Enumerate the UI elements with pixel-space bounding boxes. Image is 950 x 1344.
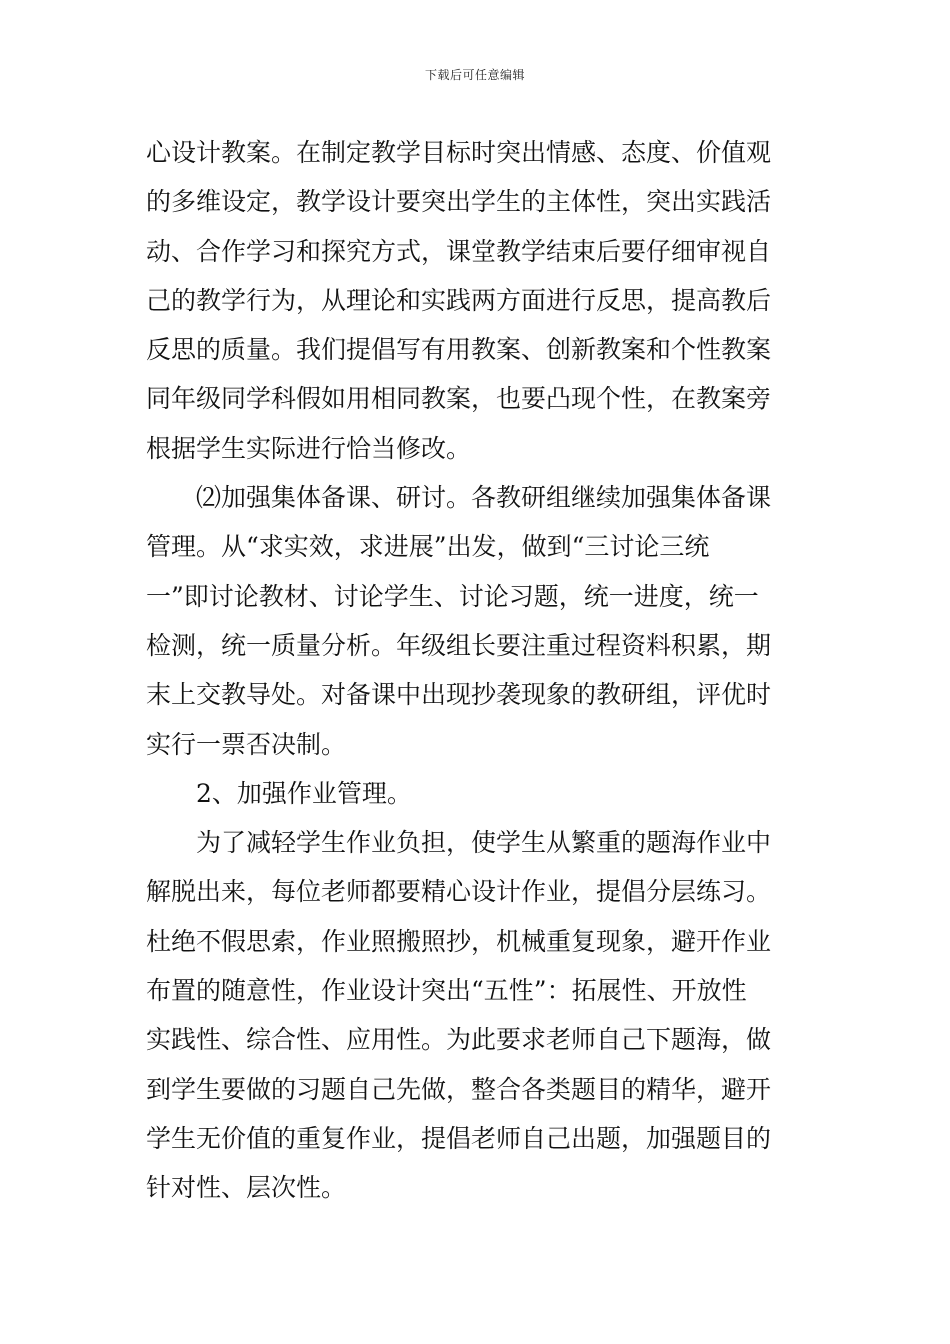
text-line: 己的教学行为，从理论和实践两方面进行反思，提高教后	[146, 285, 772, 315]
text-line: 反思的质量。我们提倡写有用教案、创新教案和个性教案	[146, 335, 772, 365]
text-line: 末上交教导处。对备课中出现抄袭现象的教研组，评优时	[146, 680, 772, 710]
text-line: 一”即讨论教材、讨论学生、讨论习题，统一进度，统一	[146, 581, 759, 611]
text-line: 的多维设定，教学设计要突出学生的主体性，突出实践活	[146, 187, 772, 217]
text-line: 到学生要做的习题自己先做，整合各类题目的精华，避开	[146, 1074, 772, 1104]
text-line: 同年级同学科假如用相同教案，也要凸现个性，在教案旁	[146, 384, 772, 414]
text-line: 杜绝不假思索，作业照搬照抄，机械重复现象，避开作业	[146, 926, 772, 956]
text-line: 心设计教案。在制定教学目标时突出情感、态度、价值观	[146, 138, 772, 167]
text-line: 管理。从“求实效，求进展”出发，做到“三讨论三统	[146, 532, 710, 562]
text-line: 检测，统一质量分析。年级组长要注重过程资料积累，期	[146, 630, 772, 660]
paragraph-start-line: ⑵加强集体备课、研讨。各教研组继续加强集体备课	[196, 483, 772, 513]
document-body	[146, 128, 808, 1213]
text-line: 解脱出来，每位老师都要精心设计作业，提倡分层练习。	[146, 877, 772, 907]
text-line: 动、合作学习和探究方式，课堂教学结束后要仔细审视自	[146, 236, 772, 266]
text-line: 布置的随意性，作业设计突出“五性”：拓展性、开放性	[146, 976, 747, 1006]
text-line: 学生无价值的重复作业，提倡老师自己出题，加强题目的	[146, 1123, 772, 1153]
text-line: 针对性、层次性。	[146, 1173, 347, 1203]
text-line: 实行一票否决制。	[146, 729, 347, 759]
text-line: 根据学生实际进行恰当修改。	[146, 433, 472, 463]
section-heading: 2、加强作业管理。	[196, 778, 412, 808]
paragraph-start-line: 为了减轻学生作业负担，使学生从繁重的题海作业中	[196, 828, 772, 858]
page-header: 下载后可任意编辑	[424, 68, 525, 82]
text-line: 实践性、综合性、应用性。为此要求老师自己下题海，做	[146, 1025, 772, 1055]
